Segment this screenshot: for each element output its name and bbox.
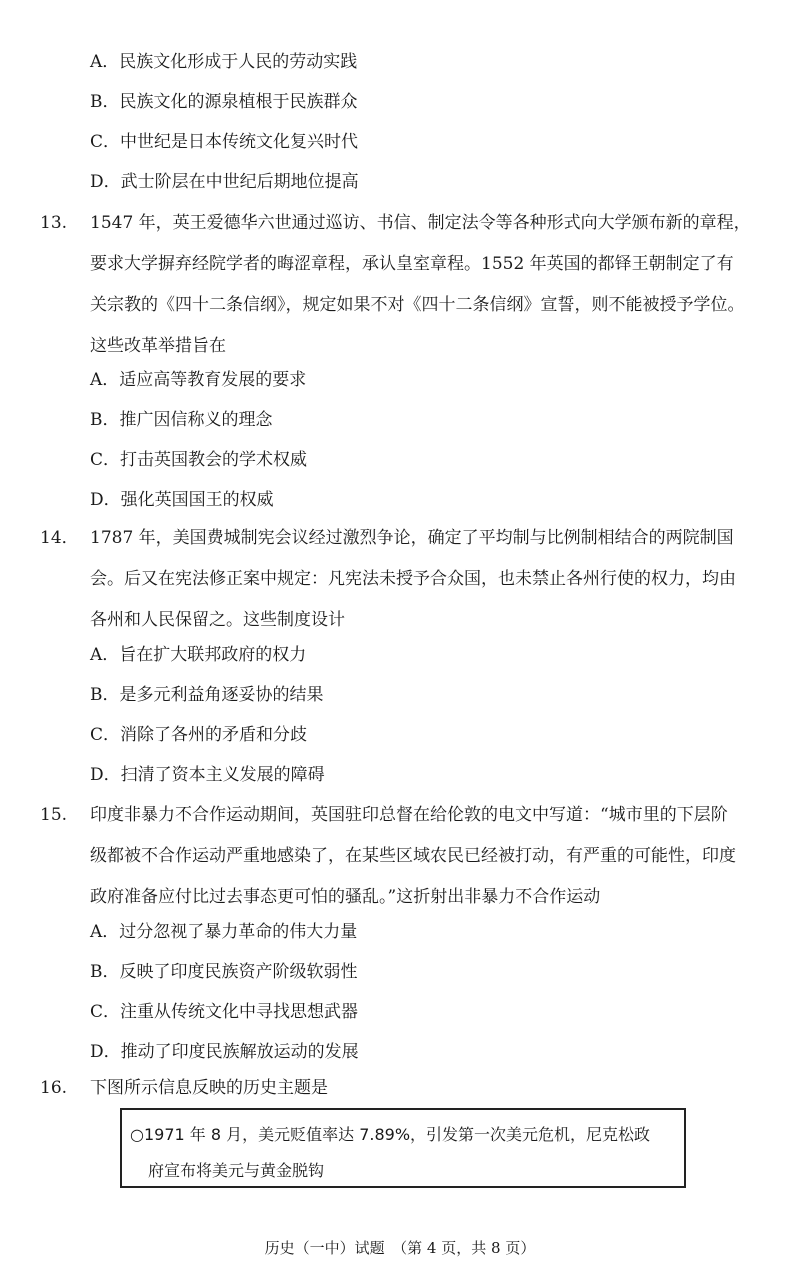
stem-line: 1547 年，英王爱德华六世通过巡访、书信、制定法令等各种形式向大学颁布新的章程， <box>90 213 751 233</box>
stem-line: 关宗教的《四十二条信纲》，规定如果不对《四十二条信纲》宣誓，则不能被授予学位。 <box>90 295 745 315</box>
q12-option-d: D．武士阶层在中世纪后期地位提高 <box>90 172 359 192</box>
q12-option-c: C．中世纪是日本传统文化复兴时代 <box>90 132 359 152</box>
stem-line: 下图所示信息反映的历史主题是 <box>90 1078 328 1098</box>
info-box-line: 府宣布将美元与黄金脱钩 <box>148 1161 325 1180</box>
stem-line: 要求大学摒弃经院学者的晦涩章程，承认皇室章程。1552 年英国的都铎王朝制定了有 <box>90 254 734 274</box>
stem-line: 印度非暴力不合作运动期间，英国驻印总督在给伦敦的电文中写道：“城市里的下层阶 <box>90 805 728 825</box>
stem-line: 这些改革举措旨在 <box>90 336 226 356</box>
q14-option-c: C．消除了各州的矛盾和分歧 <box>90 725 308 745</box>
info-box <box>120 1108 686 1188</box>
q15-option-b: B．反映了印度民族资产阶级软弱性 <box>90 962 358 982</box>
q12-option-a: A．民族文化形成于人民的劳动实践 <box>90 52 358 72</box>
info-box-line: ○1971 年 8 月，美元贬值率达 7.89%，引发第一次美元危机，尼克松政 <box>130 1125 651 1144</box>
stem-line: 1787 年，美国费城制宪会议经过激烈争论，确定了平均制与比例制相结合的两院制国 <box>90 528 734 548</box>
q14-option-d: D．扫清了资本主义发展的障碍 <box>90 765 325 785</box>
question-number: 15. <box>40 805 68 825</box>
q13-option-b: B．推广因信称义的理念 <box>90 410 273 430</box>
q14-option-a: A．旨在扩大联邦政府的权力 <box>90 645 307 665</box>
q13-option-d: D．强化英国国王的权威 <box>90 490 274 510</box>
page-footer: 历史（一中）试题 （第 4 页，共 8 页） <box>264 1239 536 1257</box>
question-stem <box>90 213 780 377</box>
q12-option-b: B．民族文化的源泉植根于民族群众 <box>90 92 358 112</box>
question-number: 14． <box>40 528 79 548</box>
stem-line: 各州和人民保留之。这些制度设计 <box>90 610 345 630</box>
q13-option-c: C．打击英国教会的学术权威 <box>90 450 308 470</box>
stem-line: 会。后又在宪法修正案中规定：凡宪法未授予合众国，也未禁止各州行使的权力，均由 <box>90 569 736 589</box>
question-number: 13. <box>40 213 68 233</box>
q15-option-d: D．推动了印度民族解放运动的发展 <box>90 1042 359 1062</box>
q15-option-a: A．过分忽视了暴力革命的伟大力量 <box>90 922 358 942</box>
question-number: 16. <box>40 1078 68 1098</box>
question-stem <box>90 528 780 651</box>
question-stem <box>90 805 780 928</box>
stem-line: 政府准备应付比过去事态更可怕的骚乱。”这折射出非暴力不合作运动 <box>90 887 601 907</box>
stem-line: 级都被不合作运动严重地感染了，在某些区域农民已经被打动，有严重的可能性，印度 <box>90 846 736 866</box>
q14-option-b: B．是多元利益角逐妥协的结果 <box>90 685 324 705</box>
q13-option-a: A．适应高等教育发展的要求 <box>90 370 307 390</box>
q15-option-c: C．注重从传统文化中寻找思想武器 <box>90 1002 359 1022</box>
